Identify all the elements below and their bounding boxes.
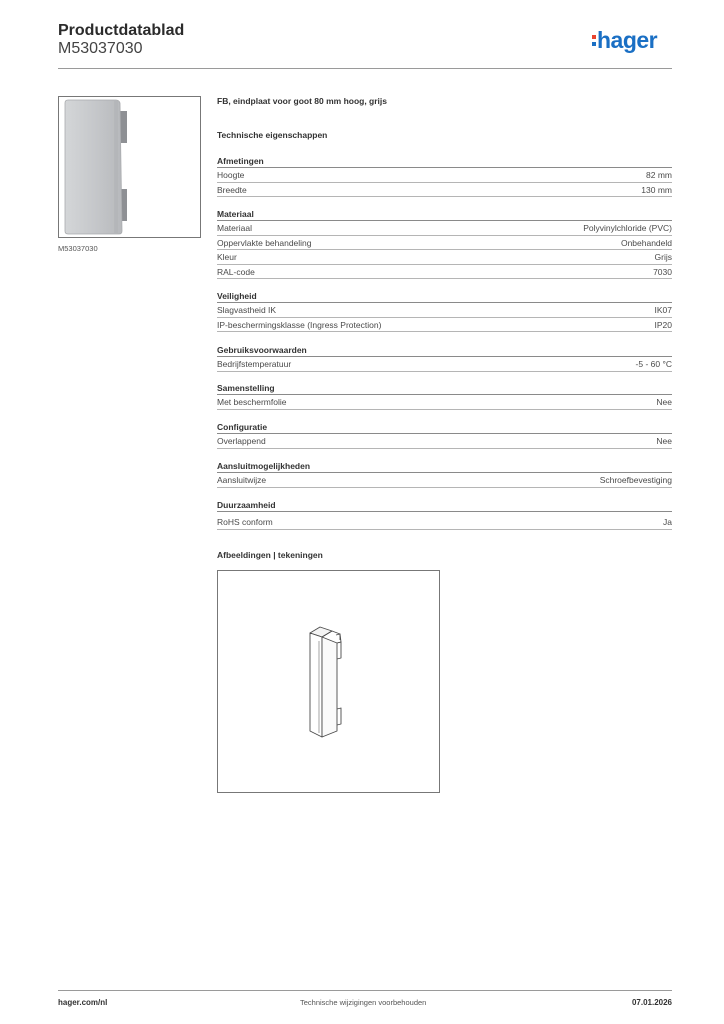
spec-label: Bedrijfstemperatuur bbox=[217, 359, 292, 369]
technical-properties-heading: Technische eigenschappen bbox=[217, 130, 328, 140]
spec-value: Nee bbox=[656, 397, 672, 407]
footer-website: hager.com/nl bbox=[58, 998, 108, 1007]
spec-label: Met beschermfolie bbox=[217, 397, 287, 407]
spec-row bbox=[217, 183, 672, 198]
spec-label: Aansluitwijze bbox=[217, 475, 267, 485]
product-code: M53037030 bbox=[58, 40, 143, 57]
logo-text: hager bbox=[597, 27, 658, 53]
spec-value: IK07 bbox=[654, 305, 672, 315]
spec-label: Oppervlakte behandeling bbox=[217, 237, 312, 248]
spec-value: Nee bbox=[656, 436, 672, 446]
spec-value: Onbehandeld bbox=[620, 237, 672, 248]
images-heading: Afbeeldingen | tekeningen bbox=[217, 550, 323, 560]
spec-row bbox=[217, 236, 672, 251]
spec-value: 7030 bbox=[653, 266, 672, 277]
document-title: Productdatablad bbox=[58, 22, 185, 39]
logo-dots-icon bbox=[592, 27, 596, 46]
header-divider bbox=[58, 68, 672, 69]
spec-label: RAL-code bbox=[217, 266, 255, 277]
spec-row bbox=[217, 515, 672, 530]
spec-row bbox=[217, 250, 672, 265]
spec-group-heading: Afmetingen bbox=[217, 155, 672, 168]
end-plate-photo-icon bbox=[59, 97, 200, 237]
spec-group-veiligheid bbox=[217, 290, 672, 332]
hager-logo bbox=[592, 27, 657, 54]
spec-group-samenstelling bbox=[217, 382, 672, 410]
spec-value: Polyvinylchloride (PVC) bbox=[583, 223, 672, 233]
spec-group-materiaal bbox=[217, 208, 672, 279]
spec-row bbox=[217, 357, 672, 372]
footer-disclaimer: Technische wijzigingen voorbehouden bbox=[300, 998, 427, 1007]
spec-row bbox=[217, 434, 672, 449]
spec-group-heading: Aansluitmogelijkheden bbox=[217, 460, 672, 473]
technical-drawing bbox=[217, 570, 440, 793]
spec-value: IP20 bbox=[654, 319, 672, 330]
spec-row bbox=[217, 221, 672, 236]
spec-row bbox=[217, 265, 672, 280]
thumbnail-caption: M53037030 bbox=[58, 244, 98, 253]
spec-label: IP-beschermingsklasse (Ingress Protection) bbox=[217, 319, 382, 330]
spec-group-heading: Samenstelling bbox=[217, 382, 672, 395]
spec-value: Ja bbox=[663, 517, 672, 527]
spec-group-heading: Veiligheid bbox=[217, 290, 672, 303]
spec-label: Slagvastheid IK bbox=[217, 305, 277, 315]
spec-row bbox=[217, 318, 672, 333]
footer-date: 07.01.2026 bbox=[631, 998, 672, 1007]
spec-group-aansluitmogelijkheden bbox=[217, 460, 672, 488]
spec-row bbox=[217, 168, 672, 183]
spec-group-heading: Materiaal bbox=[217, 208, 672, 221]
spec-label: RoHS conform bbox=[217, 517, 273, 527]
spec-group-heading: Gebruiksvoorwaarden bbox=[217, 344, 672, 357]
spec-value: -5 - 60 °C bbox=[635, 359, 672, 369]
footer-divider bbox=[58, 990, 672, 991]
spec-group-gebruiksvoorwaarden bbox=[217, 344, 672, 372]
spec-label: Overlappend bbox=[217, 436, 266, 446]
end-plate-line-drawing-icon bbox=[218, 571, 439, 792]
spec-label: Breedte bbox=[217, 184, 247, 195]
spec-group-heading: Duurzaamheid bbox=[217, 499, 672, 512]
spec-value: 82 mm bbox=[646, 170, 672, 180]
spec-row bbox=[217, 395, 672, 410]
spec-row bbox=[217, 303, 672, 318]
spec-value: Schroefbevestiging bbox=[599, 475, 672, 485]
spec-group-heading: Configuratie bbox=[217, 421, 672, 434]
spec-group-duurzaamheid bbox=[217, 499, 672, 530]
spec-label: Hoogte bbox=[217, 170, 245, 180]
spec-label: Materiaal bbox=[217, 223, 252, 233]
spec-label: Kleur bbox=[217, 252, 237, 262]
product-title: FB, eindplaat voor goot 80 mm hoog, grijs bbox=[217, 96, 388, 106]
spec-group-afmetingen bbox=[217, 155, 672, 197]
spec-row bbox=[217, 473, 672, 488]
spec-value: Grijs bbox=[654, 252, 672, 262]
spec-value: 130 mm bbox=[641, 184, 672, 195]
product-thumbnail bbox=[58, 96, 201, 238]
spec-group-configuratie bbox=[217, 421, 672, 449]
